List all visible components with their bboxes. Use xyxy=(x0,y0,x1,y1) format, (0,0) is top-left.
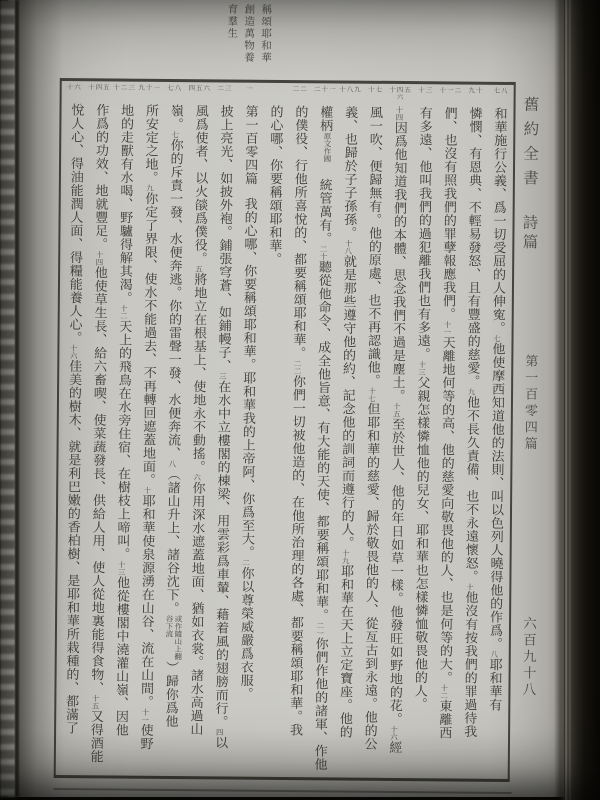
verse-number: 十 xyxy=(465,583,475,591)
book-page xyxy=(8,0,564,797)
verse-number: 十八 xyxy=(343,239,354,255)
scripture-text: 的僕役、行他所喜悅的、都要稱頌耶和華。 xyxy=(290,105,308,360)
scripture-text: 他使草生長、給六畜喫、使菜蔬發長、供給人用、使人從地裏能得食物、 xyxy=(88,265,107,695)
annotation-column: 創造萬物養 xyxy=(242,3,256,64)
scripture-text: 將地立在根基上、使地永不動搖。 xyxy=(189,272,207,474)
scripture-text: 地的走獸有水喝、野驢得解其渴。 xyxy=(116,103,134,305)
text-column xyxy=(481,107,512,779)
margin-section-title: 詩篇 xyxy=(520,214,539,254)
verse-number: 十一 xyxy=(442,320,452,336)
scripture-text: 所安定之地。 xyxy=(142,103,159,185)
verse-number: 七 xyxy=(170,130,180,139)
scripture-text: 作爲的功效、地就豐足。 xyxy=(92,103,109,251)
verse-number: 十一 xyxy=(140,708,150,724)
verse-band-cell: 十八九 xyxy=(339,85,362,94)
verse-band-cell: 二二 xyxy=(292,85,308,94)
inline-gloss: 或作隨山上翻谷下流 xyxy=(164,614,184,660)
book-fore-edge xyxy=(554,0,600,800)
verse-band-cell: 十二三 xyxy=(113,83,136,92)
scripture-text: 以 xyxy=(212,735,228,750)
bottom-rule xyxy=(54,788,512,794)
verse-band-cell: 七八 xyxy=(167,83,183,93)
scripture-text: 統管萬有。 xyxy=(316,178,332,246)
verse-band-cell: 二十一 xyxy=(314,85,337,94)
margin-book-title: 舊約全書 xyxy=(520,96,540,195)
scripture-text: 風爲使者、以火燄爲僕役。 xyxy=(191,104,208,266)
scripture-text: 你的斥責一發、水便奔逃。你的雷聲一發、水便奔流、 xyxy=(164,138,183,460)
verse-number: 九 xyxy=(467,387,477,396)
scripture-text: 天上的飛鳥在水旁住宿、在樹枝上啼叫。 xyxy=(114,319,132,561)
verse-band-cell: 一 xyxy=(246,84,254,93)
verse-number: 九 xyxy=(145,184,155,192)
scripture-text: 父親怎樣憐恤他的兒女、耶和華也怎樣憐恤敬畏他的人。 xyxy=(411,375,430,711)
page-content xyxy=(5,0,568,799)
verse-band-cell: 十一二 xyxy=(439,86,463,95)
scripture-text: 耶和華有 xyxy=(486,657,502,712)
scripture-text: 悅人心、得油能潤人面、得糧能養人心。 xyxy=(66,103,84,345)
scripture-text: 義、也歸於子子孫孫。 xyxy=(341,105,358,240)
verse-number: 五 xyxy=(194,265,204,273)
scripture-text-block xyxy=(54,78,516,782)
verse-band-cell: 十六 xyxy=(66,83,82,92)
scripture-text: 他不長久責備、也不永遠懷怒。 xyxy=(462,395,480,584)
scripture-text: 耶和華在天上立定寶座。他的 xyxy=(336,564,354,739)
verse-number: 八 xyxy=(489,650,499,658)
scripture-text: 你用深水遮蓋地面、猶如衣裳。諸水高過山 xyxy=(187,480,205,736)
verse-number: 六 xyxy=(192,473,202,482)
margin-psalm-ref: 第一百零四篇 xyxy=(521,354,538,454)
verse-number: 八 xyxy=(167,459,177,468)
scripture-text: 天離地何等的高、他的慈愛向敬畏他的人、也是何等的大。 xyxy=(436,335,455,685)
scripture-text: 你們作他的諸軍、作他 xyxy=(311,636,328,771)
scripture-text: 又得酒能 xyxy=(87,709,104,764)
verse-number: 十二 xyxy=(439,684,449,700)
verse-number: 十四 xyxy=(394,105,404,122)
verse-number: 十五 xyxy=(392,402,402,418)
scripture-text: 有多遠、他叫我們的過犯離我們也有多遠。 xyxy=(414,106,432,361)
verse-number: 十二 xyxy=(119,304,129,320)
scripture-text: 風一吹、便歸無有。他的原處、也不再認識他。 xyxy=(364,105,383,388)
margin-page-number: 六百九十八 xyxy=(519,616,537,699)
scripture-text: 你定了界限、使水不能過去、不再轉回遮蓋地面。 xyxy=(139,191,158,487)
annotation-column: 育羣生 xyxy=(226,3,239,40)
verse-number: 三 xyxy=(218,372,228,380)
scripture-text: 但耶和華的慈愛、歸於敬畏他的人、從亙古到永遠。他的公 xyxy=(361,402,380,751)
verse-band-cell: 十三 xyxy=(418,86,434,95)
verse-band-cell: 四五六 xyxy=(188,84,212,93)
annotation-column: 稱頌耶和華 xyxy=(259,3,273,64)
scripture-text: （諸山升上、諸谷沈下。 xyxy=(163,467,180,615)
scripture-text: 至於世人、他的年日如草一樣。他發旺如野地的花。 xyxy=(386,417,405,726)
scripture-text: 經 xyxy=(386,740,402,755)
gutter-shadow xyxy=(19,0,63,797)
scripture-text: 嶺。 xyxy=(167,103,183,131)
verse-band-cell: 七八 xyxy=(493,86,509,95)
verse-number: 十五 xyxy=(91,694,101,710)
verse-band-cell: 九十 xyxy=(468,86,484,95)
verse-band-cell: 九十一 xyxy=(138,83,161,92)
verse-number: 十四 xyxy=(94,250,105,266)
verse-band-cell: 十四五 xyxy=(88,83,111,92)
verse-band-cell xyxy=(262,83,287,105)
verse-number: 十六 xyxy=(389,725,399,741)
verse-number: 十七 xyxy=(367,387,377,403)
scripture-text: 聽從他命令、成全他旨意、有大能的天使、都要稱頌耶和華。 xyxy=(312,260,331,622)
text-columns xyxy=(56,103,514,779)
scripture-text: 你以尊榮威嚴爲衣服。 xyxy=(237,566,254,701)
verse-number: 四 xyxy=(215,728,225,736)
scripture-text: 使野 xyxy=(137,723,153,751)
verse-number: 十三 xyxy=(417,360,427,376)
scripture-text: 你們一切被他造的、在他所治理的各處、都要稱頌耶和華。我 xyxy=(286,374,306,737)
scripture-text: 在水中立樓閣的棟梁、用雲彩爲車輦、藉着風的翅膀而行。 xyxy=(212,379,231,729)
verse-number: 二二 xyxy=(293,359,303,375)
scripture-text: 們、也沒有照我們的罪孽報應我們。 xyxy=(439,106,457,321)
verse-number: 十 xyxy=(142,486,152,495)
scripture-text: 耶和華使泉源湧在山谷、流在山間。 xyxy=(137,493,155,709)
scripture-text: 和華施行公義、爲一切受屈的人伸寃。 xyxy=(489,106,507,335)
verse-number: 十九 xyxy=(341,549,351,565)
scripture-text: 東離西 xyxy=(436,699,452,740)
scripture-text: 憐憫、有恩典、不輕易發怒、且有豐盛的慈愛。 xyxy=(464,106,482,389)
verse-band-cell: 二三 xyxy=(217,84,233,93)
scripture-text: 他使摩西知道他的法則、叫以色列人曉得他的作爲。 xyxy=(486,342,505,651)
previous-page-edge xyxy=(0,0,15,797)
verse-number: 二十 xyxy=(318,245,329,261)
page-stack-edge xyxy=(565,0,567,800)
verse-number: 十六 xyxy=(69,344,79,360)
inline-gloss: 原文作國 xyxy=(322,132,333,163)
verse-number: 十三 xyxy=(117,560,127,576)
verse-number: 七 xyxy=(492,334,502,343)
verse-number: 二一 xyxy=(315,621,325,637)
scripture-text: 他沒有按我們的罪過待我 xyxy=(461,590,478,739)
scripture-text: 他從樓閣中澆灌山嶺、因他 xyxy=(112,575,130,737)
verse-band-cell: 十七 xyxy=(368,85,384,94)
page-stack-edge xyxy=(569,0,571,800)
scripture-text: 權柄 xyxy=(317,105,333,133)
scripture-text: 我的心哪、你要稱頌耶和華。耶和華我的上帝阿、你爲至大。 xyxy=(238,197,257,559)
scripture-text: 就是那些遵守他的約、記念他的訓詞而遵行的人。 xyxy=(338,254,356,550)
scripture-text: 佳美的樹木、就是利巴嫩的香柏樹、是耶和華所栽種的、都滿了 xyxy=(62,359,82,735)
scripture-text: 披上亮光、如披外袍。鋪張穹蒼、如鋪幔子、 xyxy=(215,104,233,373)
verse-band-cell: 十四五六 xyxy=(389,85,412,102)
scripture-text: ）歸你爲他 xyxy=(162,660,179,728)
verse-number: 二 xyxy=(241,558,251,567)
psalm-title: 第一百零四篇 xyxy=(241,104,258,186)
scripture-text: 的心哪、你要稱頌耶和華。 xyxy=(266,104,283,266)
top-margin-annotation xyxy=(225,3,274,81)
scripture-text: 因爲他知道我們的本體、思念我們不過是塵土。 xyxy=(389,120,407,403)
